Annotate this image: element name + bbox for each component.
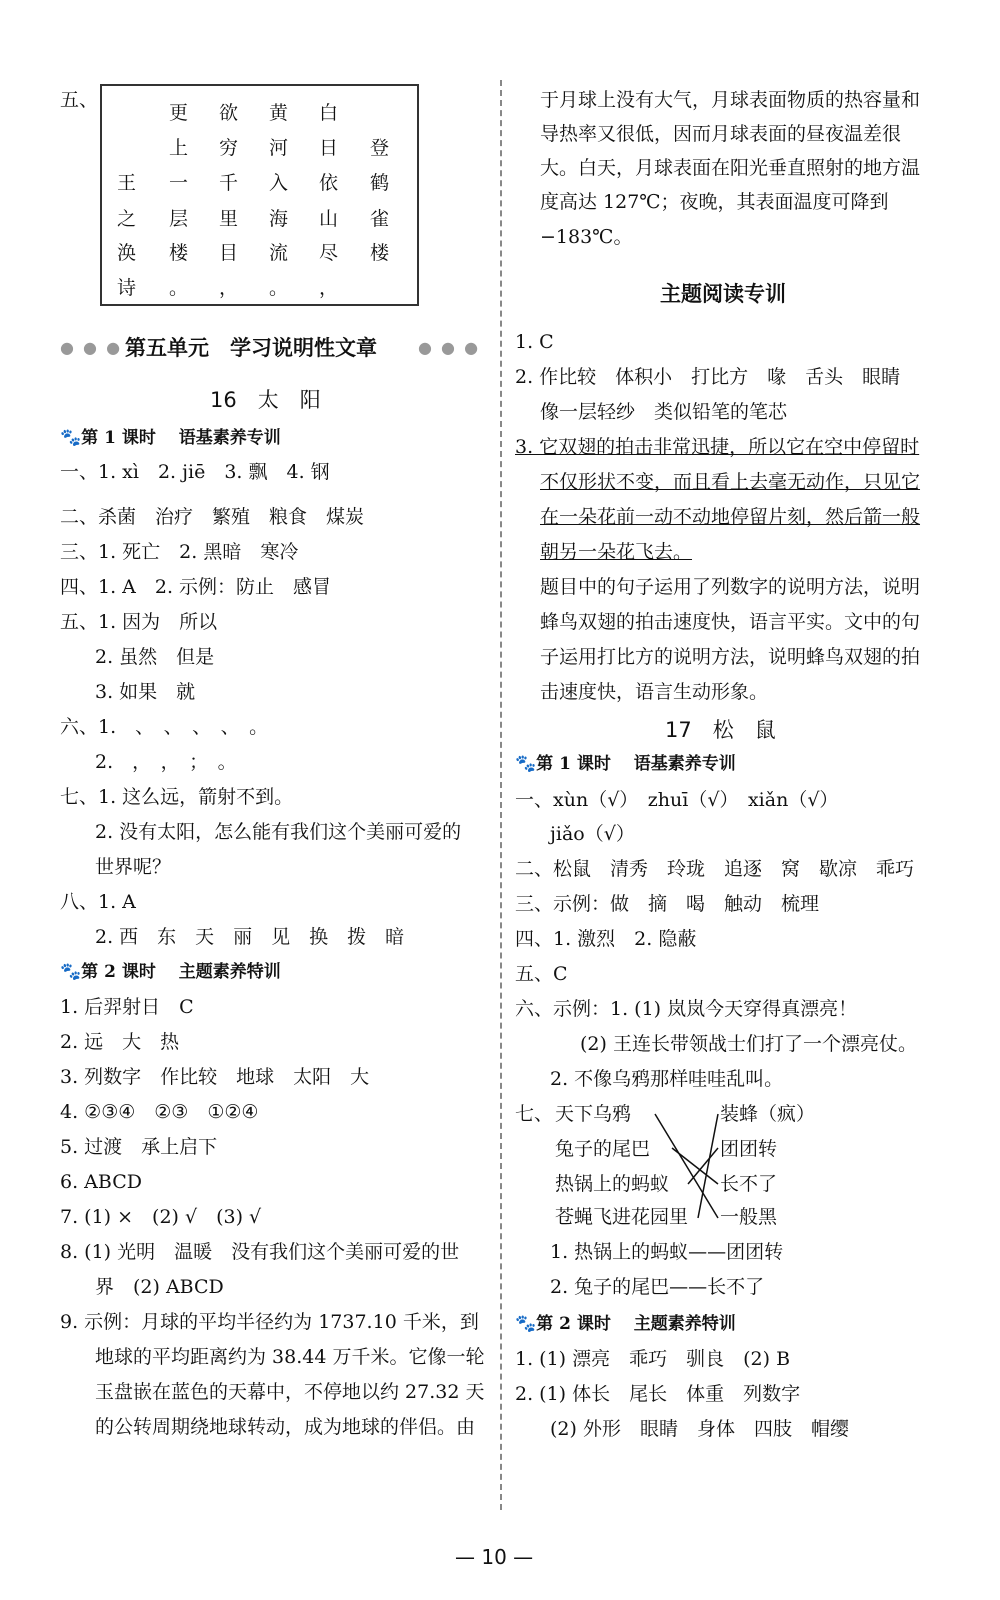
answer-line: 于月球上没有大气，月球表面物质的热容量和 <box>540 89 921 111</box>
poem-cell: 涣 <box>117 242 137 264</box>
lesson-title: 17 松 鼠 <box>665 718 776 742</box>
answer-line: 1. (1) 漂亮 乖巧 驯良 (2) B <box>515 1348 791 1370</box>
lesson-header: 🐾第 1 课时 语基素养专训 <box>515 754 736 774</box>
answer-line: 二、松鼠 清秀 玲珑 追逐 窝 歇凉 乖巧 <box>515 858 915 880</box>
column-divider <box>500 80 502 1510</box>
poem-cell: 黄 <box>269 102 289 124</box>
match-label: 七、 <box>515 1103 554 1125</box>
answer-line: 2. 远 大 热 <box>60 1031 180 1053</box>
answer-line: 三、1. 死亡 2. 黑暗 寒冷 <box>60 541 299 563</box>
answer-line: jiǎo（√） <box>550 823 635 845</box>
answer-line: 9. 示例：月球的平均半径约为 1737.10 千米，到 <box>60 1311 479 1333</box>
poem-cell: 王 <box>117 172 137 194</box>
match-left-item: 苍蝇飞进花园里 <box>555 1206 689 1228</box>
answer-line: 2. 没有太阳，怎么能有我们这个美丽可爱的 <box>95 821 462 843</box>
answer-line: 七、1. 这么远，箭射不到。 <box>60 786 294 808</box>
answer-line: 八、1. A <box>60 891 136 913</box>
answer-line: 蜂鸟双翅的拍击速度快，语言平实。文中的句 <box>540 611 921 633</box>
answer-line: 题目中的句子运用了列数字的说明方法，说明 <box>540 576 921 598</box>
poem-cell: ， <box>319 277 339 299</box>
answer-line: 2. (1) 体长 尾长 体重 列数字 <box>515 1383 801 1405</box>
answer-line: 四、1. A 2. 示例：防止 感冒 <box>60 576 332 598</box>
poem-cell: 一 <box>169 172 189 194</box>
paw-icon: 🐾 <box>515 1314 537 1334</box>
answer-line: 不仅形状不变，而且看上去毫无动作，只见它 <box>540 471 921 493</box>
lesson-title: 16 太 阳 <box>210 388 321 412</box>
match-right-item: 装蜂（疯） <box>720 1103 816 1125</box>
poem-cell: 入 <box>269 172 289 194</box>
answer-line: 3. 它双翅的拍击非常迅捷，所以它在空中停留时 <box>515 436 920 458</box>
poem-cell: 。 <box>269 277 289 299</box>
answer-line: 4. ②③④ ②③ ①②④ <box>60 1101 259 1123</box>
match-right-item: 长不了 <box>720 1173 778 1195</box>
poem-cell: 流 <box>269 242 289 264</box>
answer-line: 玉盘嵌在蓝色的天幕中，不停地以约 27.32 天 <box>95 1381 485 1403</box>
match-right-item: 团团转 <box>720 1138 778 1160</box>
matching-lines <box>640 1100 730 1230</box>
page-number: — 10 — <box>455 1545 534 1569</box>
poem-cell: 欲 <box>219 102 239 124</box>
answer-line: 导热率又很低，因而月球表面的昼夜温差很 <box>540 123 902 145</box>
answer-line: 6. ABCD <box>60 1171 142 1193</box>
match-left-item: 天下乌鸦 <box>555 1103 632 1125</box>
unit-title: 第五单元 学习说明性文章 <box>125 336 377 360</box>
poem-cell: 楼 <box>169 242 189 264</box>
answer-line: 2. 兔子的尾巴——长不了 <box>550 1276 765 1298</box>
answer-line: 1. 热锅上的蚂蚁——团团转 <box>550 1241 784 1263</box>
answer-line: −183℃。 <box>540 226 633 248</box>
match-left-item: 热锅上的蚂蚁 <box>555 1173 670 1195</box>
answer-line: 3. 列数字 作比较 地球 太阳 大 <box>60 1066 370 1088</box>
poem-box <box>100 84 419 306</box>
poem-cell: 尽 <box>319 242 339 264</box>
poem-cell: 鹤 <box>370 172 390 194</box>
poem-cell: 依 <box>319 172 339 194</box>
answer-line: 大。白天，月球表面在阳光垂直照射的地方温 <box>540 157 921 179</box>
paw-icon: 🐾 <box>515 754 537 774</box>
answer-line: 四、1. 激烈 2. 隐蔽 <box>515 928 697 950</box>
poem-cell: 山 <box>319 208 339 230</box>
answer-line: 2. ， ， ； 。 <box>95 751 237 773</box>
lesson-header: 🐾第 2 课时 主题素养特训 <box>60 962 281 982</box>
answer-line: 一、xùn（√） zhuī（√） xiǎn（√） <box>515 789 839 811</box>
poem-cell: 海 <box>269 208 289 230</box>
answer-line: 地球的平均距离约为 38.44 万千米。它像一轮 <box>95 1346 485 1368</box>
poem-cell: 里 <box>219 208 239 230</box>
answer-line: 击速度快，语言生动形象。 <box>540 681 769 703</box>
answer-line: 2. 虽然 但是 <box>95 646 215 668</box>
answer-line: 度高达 127℃；夜晚，其表面温度可降到 <box>540 191 889 213</box>
answer-line: 像一层轻纱 类似铅笔的笔芯 <box>540 401 788 423</box>
answer-line: (2) 王连长带领战士们打了一个漂亮仗。 <box>580 1033 917 1055</box>
answer-line: 2. 不像乌鸦那样哇哇乱叫。 <box>550 1068 784 1090</box>
answer-line: 1. C <box>515 331 554 353</box>
answer-line: 7. (1) × (2) √ (3) √ <box>60 1206 262 1228</box>
poem-cell: 白 <box>319 102 339 124</box>
poem-cell: 河 <box>269 137 289 159</box>
answer-line: 三、示例：做 摘 喝 触动 梳理 <box>515 893 820 915</box>
poem-cell: 登 <box>370 137 390 159</box>
answer-line: 在一朵花前一动不动地停留片刻，然后箭一般 <box>540 506 921 528</box>
dots-decoration: ● ● ● <box>418 338 481 357</box>
answer-line: 8. (1) 光明 温暖 没有我们这个美丽可爱的世 <box>60 1241 460 1263</box>
match-left-item: 兔子的尾巴 <box>555 1138 651 1160</box>
answer-line: 二、杀菌 治疗 繁殖 粮食 煤炭 <box>60 506 365 528</box>
answer-line: 世界呢？ <box>95 856 172 878</box>
answer-line: 5. 过渡 承上启下 <box>60 1136 218 1158</box>
paw-icon: 🐾 <box>60 428 82 448</box>
paw-icon: 🐾 <box>60 962 82 982</box>
poem-cell: 千 <box>219 172 239 194</box>
poem-cell: 。 <box>169 277 189 299</box>
answer-line: 一、1. xì 2. jiē 3. 飘 4. 钢 <box>60 461 330 483</box>
poem-cell: 上 <box>169 137 189 159</box>
lesson-header: 🐾第 2 课时 主题素养特训 <box>515 1314 736 1334</box>
poem-cell: 穷 <box>219 137 239 159</box>
reading-title: 主题阅读专训 <box>660 282 786 306</box>
poem-cell: 更 <box>169 102 189 124</box>
answer-line: 的公转周期绕地球转动，成为地球的伴侣。由 <box>95 1416 476 1438</box>
answer-line: 子运用打比方的说明方法，说明蜂鸟双翅的拍 <box>540 646 921 668</box>
answer-line: 六、示例：1. (1) 岚岚今天穿得真漂亮！ <box>515 998 858 1020</box>
answer-line: 1. 后羿射日 C <box>60 996 194 1018</box>
poem-cell: 层 <box>169 208 189 230</box>
answer-line: 六、1. 、 、 、 、 。 <box>60 716 269 738</box>
answer-line: 五、C <box>515 963 568 985</box>
poem-cell: ， <box>219 277 239 299</box>
answer-line: 界 (2) ABCD <box>95 1276 224 1298</box>
answer-line: 2. 西 东 天 丽 见 换 拨 暗 <box>95 926 405 948</box>
poem-cell: 目 <box>219 242 239 264</box>
lesson-header: 🐾第 1 课时 语基素养专训 <box>60 428 281 448</box>
poem-cell: 诗 <box>117 277 137 299</box>
match-right-item: 一般黑 <box>720 1206 778 1228</box>
dots-decoration: ● ● ● <box>60 338 123 357</box>
poem-cell: 雀 <box>370 208 390 230</box>
poem-cell: 楼 <box>370 242 390 264</box>
poem-cell: 日 <box>319 137 339 159</box>
answer-line: 五、1. 因为 所以 <box>60 611 218 633</box>
answer-line: 朝另一朵花飞去。 <box>540 541 693 563</box>
answer-line: 3. 如果 就 <box>95 681 196 703</box>
answer-line: (2) 外形 眼睛 身体 四肢 帽缨 <box>550 1418 849 1440</box>
q5-label: 五、 <box>60 89 99 111</box>
poem-cell: 之 <box>117 208 137 230</box>
answer-line: 2. 作比较 体积小 打比方 喙 舌头 眼睛 <box>515 366 901 388</box>
